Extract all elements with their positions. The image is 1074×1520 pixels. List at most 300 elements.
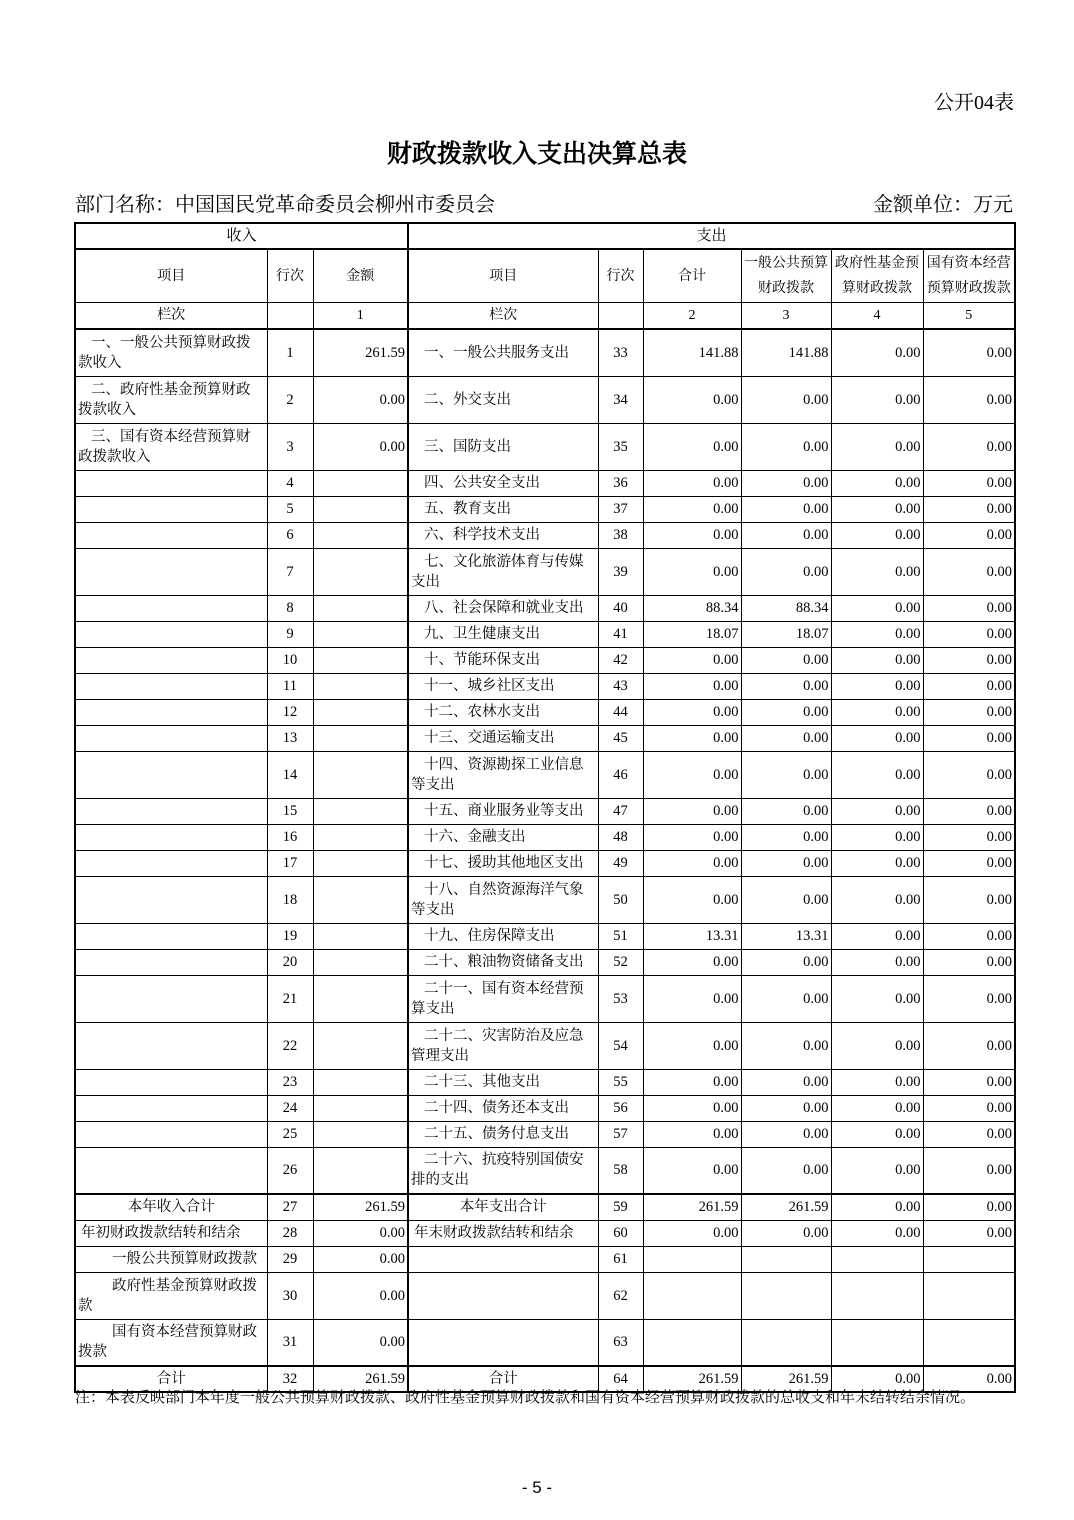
- income-item-cell: [75, 621, 267, 647]
- table-row: [75, 595, 1015, 621]
- expense-govfund-cell: [831, 1319, 923, 1366]
- table-row: [75, 725, 1015, 751]
- general-budget-column-header: 一般公共预算财政拨款: [741, 249, 831, 303]
- expense-line-cell: 43: [598, 673, 643, 699]
- expense-total-cell: 0.00: [643, 725, 741, 751]
- income-amount-cell: [313, 798, 408, 824]
- income-rank-line-blank: [267, 303, 313, 330]
- income-amount-cell: [313, 522, 408, 548]
- expense-govfund-cell: 0.00: [831, 751, 923, 798]
- income-line-cell: 22: [267, 1022, 313, 1069]
- expense-govfund-cell: 0.00: [831, 725, 923, 751]
- expense-govfund-cell: 0.00: [831, 1194, 923, 1220]
- income-item-cell: [75, 522, 267, 548]
- state-capital-column-header: 国有资本经营预算财政拨款: [923, 249, 1015, 303]
- expense-govfund-cell: 0.00: [831, 376, 923, 423]
- expense-total-cell: 0.00: [643, 975, 741, 1022]
- expense-line-cell: 58: [598, 1147, 643, 1194]
- income-amount-cell: [313, 751, 408, 798]
- expense-govfund-cell: 0.00: [831, 824, 923, 850]
- expense-statecap-cell: 0.00: [923, 923, 1015, 949]
- expense-statecap-cell: 0.00: [923, 798, 1015, 824]
- expense-line-cell: 48: [598, 824, 643, 850]
- expense-general-cell: 0.00: [741, 699, 831, 725]
- expense-govfund-cell: 0.00: [831, 949, 923, 975]
- expense-general-cell: 141.88: [741, 329, 831, 376]
- income-amount-cell: [313, 824, 408, 850]
- expense-total-header: 合计: [643, 249, 741, 303]
- expense-statecap-cell: 0.00: [923, 975, 1015, 1022]
- table-row: [75, 376, 1015, 423]
- department-name: 部门名称：中国国民党革命委员会柳州市委员会: [75, 194, 495, 216]
- income-line-cell: 3: [267, 423, 313, 470]
- income-line-cell: 18: [267, 876, 313, 923]
- expense-govfund-cell: 0.00: [831, 798, 923, 824]
- income-section-header: 收入: [75, 223, 408, 249]
- expense-line-cell: 42: [598, 647, 643, 673]
- income-line-cell: 1: [267, 329, 313, 376]
- income-line-cell: 23: [267, 1069, 313, 1095]
- table-row: [75, 548, 1015, 595]
- expense-line-header: 行次: [598, 249, 643, 303]
- rank-col-2: 2: [643, 303, 741, 330]
- income-line-cell: 4: [267, 470, 313, 496]
- form-number: 公开04表: [934, 92, 1014, 114]
- income-amount-cell: [313, 621, 408, 647]
- expense-govfund-cell: 0.00: [831, 699, 923, 725]
- rank-col-5: 5: [923, 303, 1015, 330]
- expense-statecap-cell: 0.00: [923, 673, 1015, 699]
- income-amount-cell: [313, 1121, 408, 1147]
- expense-total-cell: [643, 1319, 741, 1366]
- income-amount-cell: [313, 1095, 408, 1121]
- expense-line-cell: 41: [598, 621, 643, 647]
- expense-line-cell: 35: [598, 423, 643, 470]
- expense-item-cell: [408, 1272, 598, 1319]
- expense-total-cell: 261.59: [643, 1366, 741, 1392]
- expense-item-cell: 十四、资源勘探工业信息等支出: [408, 751, 598, 798]
- expense-total-cell: 0.00: [643, 1095, 741, 1121]
- income-item-cell: 三、国有资本经营预算财政拨款收入: [75, 423, 267, 470]
- expense-item-cell: 八、社会保障和就业支出: [408, 595, 598, 621]
- expense-govfund-cell: 0.00: [831, 647, 923, 673]
- income-amount-cell: [313, 850, 408, 876]
- expense-general-cell: 0.00: [741, 496, 831, 522]
- expense-item-cell: 十六、金融支出: [408, 824, 598, 850]
- expense-statecap-cell: 0.00: [923, 423, 1015, 470]
- expense-line-cell: 33: [598, 329, 643, 376]
- expense-govfund-cell: 0.00: [831, 876, 923, 923]
- table-row: [75, 751, 1015, 798]
- table-row: [75, 975, 1015, 1022]
- expense-item-cell: 三、国防支出: [408, 423, 598, 470]
- expense-item-cell: [408, 1246, 598, 1272]
- expense-total-cell: 0.00: [643, 673, 741, 699]
- income-amount-cell: 261.59: [313, 1366, 408, 1392]
- expense-total-cell: 0.00: [643, 1220, 741, 1246]
- expense-line-cell: 59: [598, 1194, 643, 1220]
- income-amount-cell: [313, 1069, 408, 1095]
- expense-item-cell: 十、节能环保支出: [408, 647, 598, 673]
- income-line-cell: 15: [267, 798, 313, 824]
- income-line-cell: 26: [267, 1147, 313, 1194]
- expense-line-cell: 46: [598, 751, 643, 798]
- expense-item-cell: 十七、援助其他地区支出: [408, 850, 598, 876]
- expense-statecap-cell: 0.00: [923, 595, 1015, 621]
- expense-statecap-cell: 0.00: [923, 548, 1015, 595]
- expense-item-cell: 合计: [408, 1366, 598, 1392]
- expense-total-cell: 141.88: [643, 329, 741, 376]
- expense-govfund-cell: [831, 1246, 923, 1272]
- expense-govfund-cell: 0.00: [831, 1121, 923, 1147]
- table-row: [75, 1246, 1015, 1272]
- rank-col-3: 3: [741, 303, 831, 330]
- table-row: [75, 673, 1015, 699]
- income-amount-cell: [313, 949, 408, 975]
- expense-item-cell: 二、外交支出: [408, 376, 598, 423]
- expense-govfund-cell: 0.00: [831, 329, 923, 376]
- expense-statecap-cell: 0.00: [923, 1366, 1015, 1392]
- expense-total-cell: 0.00: [643, 496, 741, 522]
- table-row: [75, 824, 1015, 850]
- income-amount-cell: [313, 725, 408, 751]
- expense-statecap-cell: 0.00: [923, 949, 1015, 975]
- expense-statecap-cell: [923, 1319, 1015, 1366]
- expense-rank-line-blank: [598, 303, 643, 330]
- expense-total-cell: 261.59: [643, 1194, 741, 1220]
- income-amount-cell: 0.00: [313, 1272, 408, 1319]
- expense-item-cell: 一、一般公共服务支出: [408, 329, 598, 376]
- expense-line-cell: 53: [598, 975, 643, 1022]
- expense-statecap-cell: [923, 1272, 1015, 1319]
- income-amount-cell: [313, 876, 408, 923]
- expense-general-cell: 0.00: [741, 1220, 831, 1246]
- income-amount-cell: [313, 673, 408, 699]
- income-line-header: 行次: [267, 249, 313, 303]
- expense-govfund-cell: 0.00: [831, 1069, 923, 1095]
- expense-total-cell: 0.00: [643, 423, 741, 470]
- expense-item-cell: 二十六、抗疫特别国债安排的支出: [408, 1147, 598, 1194]
- income-item-cell: [75, 496, 267, 522]
- expense-general-cell: 0.00: [741, 798, 831, 824]
- expense-total-cell: 0.00: [643, 470, 741, 496]
- expense-total-cell: 0.00: [643, 824, 741, 850]
- expense-line-cell: 34: [598, 376, 643, 423]
- expense-statecap-cell: 0.00: [923, 1121, 1015, 1147]
- expense-item-cell: 二十五、债务付息支出: [408, 1121, 598, 1147]
- expense-line-cell: 40: [598, 595, 643, 621]
- expense-total-cell: 0.00: [643, 647, 741, 673]
- expense-line-cell: 44: [598, 699, 643, 725]
- expense-general-cell: 261.59: [741, 1366, 831, 1392]
- expense-statecap-cell: 0.00: [923, 647, 1015, 673]
- expense-item-cell: 二十一、国有资本经营预算支出: [408, 975, 598, 1022]
- table-row: [75, 423, 1015, 470]
- income-item-cell: [75, 1121, 267, 1147]
- section-header-row: [75, 223, 1015, 249]
- expense-total-cell: 13.31: [643, 923, 741, 949]
- expense-general-cell: 0.00: [741, 423, 831, 470]
- expense-govfund-cell: 0.00: [831, 1147, 923, 1194]
- expense-total-cell: 0.00: [643, 751, 741, 798]
- expense-line-cell: 39: [598, 548, 643, 595]
- income-line-cell: 12: [267, 699, 313, 725]
- expense-general-cell: 0.00: [741, 376, 831, 423]
- income-line-cell: 25: [267, 1121, 313, 1147]
- expense-govfund-cell: 0.00: [831, 923, 923, 949]
- table-row: [75, 1022, 1015, 1069]
- income-line-cell: 5: [267, 496, 313, 522]
- expense-item-cell: 四、公共安全支出: [408, 470, 598, 496]
- expense-item-cell: 年末财政拨款结转和结余: [408, 1220, 598, 1246]
- expense-item-cell: 十三、交通运输支出: [408, 725, 598, 751]
- income-amount-cell: 0.00: [313, 1220, 408, 1246]
- table-row: [75, 1121, 1015, 1147]
- table-row: [75, 470, 1015, 496]
- expense-general-cell: 0.00: [741, 1022, 831, 1069]
- expense-item-cell: 十一、城乡社区支出: [408, 673, 598, 699]
- expense-govfund-cell: 0.00: [831, 1095, 923, 1121]
- expense-line-cell: 50: [598, 876, 643, 923]
- expense-govfund-cell: 0.00: [831, 621, 923, 647]
- expense-statecap-cell: 0.00: [923, 824, 1015, 850]
- income-amount-cell: [313, 496, 408, 522]
- expense-total-cell: 18.07: [643, 621, 741, 647]
- income-item-cell: [75, 595, 267, 621]
- expense-line-cell: 60: [598, 1220, 643, 1246]
- expense-total-cell: 0.00: [643, 850, 741, 876]
- income-item-cell: [75, 975, 267, 1022]
- income-item-cell: [75, 824, 267, 850]
- expense-govfund-cell: [831, 1272, 923, 1319]
- expense-statecap-cell: 0.00: [923, 1147, 1015, 1194]
- expense-general-cell: 0.00: [741, 850, 831, 876]
- expense-statecap-cell: [923, 1246, 1015, 1272]
- income-item-cell: [75, 548, 267, 595]
- income-item-cell: [75, 470, 267, 496]
- expense-statecap-cell: 0.00: [923, 496, 1015, 522]
- expense-item-cell: 十二、农林水支出: [408, 699, 598, 725]
- expense-statecap-cell: 0.00: [923, 850, 1015, 876]
- expense-total-cell: 0.00: [643, 376, 741, 423]
- expense-line-cell: 37: [598, 496, 643, 522]
- expense-govfund-cell: 0.00: [831, 850, 923, 876]
- income-line-cell: 8: [267, 595, 313, 621]
- income-item-cell: [75, 1147, 267, 1194]
- expense-general-cell: 18.07: [741, 621, 831, 647]
- expense-general-cell: 88.34: [741, 595, 831, 621]
- expense-govfund-cell: 0.00: [831, 595, 923, 621]
- income-item-cell: 国有资本经营预算财政拨款: [75, 1319, 267, 1366]
- income-item-cell: 二、政府性基金预算财政拨款收入: [75, 376, 267, 423]
- expense-govfund-cell: 0.00: [831, 673, 923, 699]
- income-item-cell: 一、一般公共预算财政拨款收入: [75, 329, 267, 376]
- income-item-cell: [75, 1022, 267, 1069]
- table-note: 注：本表反映部门本年度一般公共预算财政拨款、政府性基金预算财政拨款和国有资本经营预算财政拨款的总收支和年末结转结余情况。: [75, 1390, 976, 1406]
- income-line-cell: 16: [267, 824, 313, 850]
- expense-general-cell: 0.00: [741, 824, 831, 850]
- expense-general-cell: 0.00: [741, 1095, 831, 1121]
- income-line-cell: 17: [267, 850, 313, 876]
- income-item-cell: 年初财政拨款结转和结余: [75, 1220, 267, 1246]
- income-item-cell: [75, 923, 267, 949]
- expense-statecap-cell: 0.00: [923, 1220, 1015, 1246]
- table-row: [75, 1069, 1015, 1095]
- income-line-cell: 14: [267, 751, 313, 798]
- income-amount-cell: [313, 1022, 408, 1069]
- table-row: [75, 850, 1015, 876]
- expense-item-cell: 十八、自然资源海洋气象等支出: [408, 876, 598, 923]
- expense-statecap-cell: 0.00: [923, 1194, 1015, 1220]
- expense-line-cell: 38: [598, 522, 643, 548]
- income-amount-cell: [313, 595, 408, 621]
- page-title: 财政拨款收入支出决算总表: [386, 141, 687, 168]
- table-row: [75, 647, 1015, 673]
- income-line-cell: 10: [267, 647, 313, 673]
- income-line-cell: 19: [267, 923, 313, 949]
- amount-unit: 金额单位：万元: [873, 194, 1013, 216]
- expense-line-cell: 55: [598, 1069, 643, 1095]
- expense-line-cell: 45: [598, 725, 643, 751]
- expense-item-cell: 二十三、其他支出: [408, 1069, 598, 1095]
- expense-total-cell: 0.00: [643, 1069, 741, 1095]
- expense-line-cell: 54: [598, 1022, 643, 1069]
- income-amount-cell: [313, 470, 408, 496]
- income-item-cell: 本年收入合计: [75, 1194, 267, 1220]
- income-item-cell: [75, 647, 267, 673]
- income-line-cell: 31: [267, 1319, 313, 1366]
- expense-item-cell: 九、卫生健康支出: [408, 621, 598, 647]
- expense-general-cell: 0.00: [741, 1121, 831, 1147]
- expense-item-cell: [408, 1319, 598, 1366]
- expense-statecap-cell: 0.00: [923, 522, 1015, 548]
- expense-general-cell: 0.00: [741, 548, 831, 595]
- expense-statecap-cell: 0.00: [923, 329, 1015, 376]
- expense-line-cell: 63: [598, 1319, 643, 1366]
- income-line-cell: 24: [267, 1095, 313, 1121]
- income-amount-cell: [313, 975, 408, 1022]
- rank-row: [75, 303, 1015, 330]
- expense-total-cell: 0.00: [643, 548, 741, 595]
- table-row: [75, 1319, 1015, 1366]
- expense-statecap-cell: 0.00: [923, 699, 1015, 725]
- expense-govfund-cell: 0.00: [831, 1366, 923, 1392]
- table-row: [75, 876, 1015, 923]
- income-line-cell: 2: [267, 376, 313, 423]
- expense-govfund-cell: 0.00: [831, 975, 923, 1022]
- page-number: - 5 -: [521, 1478, 553, 1497]
- income-line-cell: 27: [267, 1194, 313, 1220]
- income-line-cell: 20: [267, 949, 313, 975]
- table-row: [75, 621, 1015, 647]
- expense-line-cell: 62: [598, 1272, 643, 1319]
- expense-line-cell: 47: [598, 798, 643, 824]
- expense-statecap-cell: 0.00: [923, 1069, 1015, 1095]
- income-line-cell: 13: [267, 725, 313, 751]
- expense-line-cell: 57: [598, 1121, 643, 1147]
- expense-total-cell: 0.00: [643, 876, 741, 923]
- expense-govfund-cell: 0.00: [831, 423, 923, 470]
- expense-line-cell: 52: [598, 949, 643, 975]
- income-amount-cell: [313, 923, 408, 949]
- expense-general-cell: [741, 1319, 831, 1366]
- expense-govfund-cell: 0.00: [831, 1220, 923, 1246]
- income-item-cell: [75, 699, 267, 725]
- income-item-cell: [75, 751, 267, 798]
- table-row: [75, 1147, 1015, 1194]
- expense-general-cell: 0.00: [741, 647, 831, 673]
- table-row: [75, 522, 1015, 548]
- expense-total-cell: 0.00: [643, 949, 741, 975]
- expense-general-cell: [741, 1246, 831, 1272]
- table-row: [75, 1194, 1015, 1220]
- table-row: [75, 1220, 1015, 1246]
- expense-statecap-cell: 0.00: [923, 1022, 1015, 1069]
- income-amount-cell: 261.59: [313, 1194, 408, 1220]
- income-amount-cell: 0.00: [313, 1319, 408, 1366]
- table-row: [75, 496, 1015, 522]
- income-item-header: 项目: [75, 249, 267, 303]
- expense-line-cell: 61: [598, 1246, 643, 1272]
- expense-item-cell: 二十四、债务还本支出: [408, 1095, 598, 1121]
- expense-item-cell: 二十二、灾害防治及应急管理支出: [408, 1022, 598, 1069]
- income-item-cell: [75, 949, 267, 975]
- expense-item-cell: 七、文化旅游体育与传媒支出: [408, 548, 598, 595]
- income-item-cell: [75, 1069, 267, 1095]
- rank-col-1: 1: [313, 303, 408, 330]
- expense-total-cell: 0.00: [643, 699, 741, 725]
- meta-row: [75, 188, 1013, 217]
- income-amount-cell: [313, 548, 408, 595]
- expense-total-cell: 0.00: [643, 1022, 741, 1069]
- income-item-cell: [75, 725, 267, 751]
- expense-general-cell: 0.00: [741, 1147, 831, 1194]
- income-amount-cell: 261.59: [313, 329, 408, 376]
- income-line-cell: 11: [267, 673, 313, 699]
- expense-general-cell: 0.00: [741, 522, 831, 548]
- table-row: [75, 949, 1015, 975]
- expense-govfund-cell: 0.00: [831, 470, 923, 496]
- income-amount-cell: 0.00: [313, 423, 408, 470]
- income-rank-label: 栏次: [75, 303, 267, 330]
- expense-total-cell: [643, 1246, 741, 1272]
- income-item-cell: [75, 876, 267, 923]
- income-line-cell: 29: [267, 1246, 313, 1272]
- expense-total-cell: [643, 1272, 741, 1319]
- table-row: [75, 798, 1015, 824]
- expense-section-header: 支出: [408, 223, 1015, 249]
- expense-line-cell: 51: [598, 923, 643, 949]
- income-line-cell: 9: [267, 621, 313, 647]
- income-item-cell: [75, 850, 267, 876]
- expense-general-cell: 13.31: [741, 923, 831, 949]
- expense-general-cell: 0.00: [741, 1069, 831, 1095]
- table-row: [75, 1272, 1015, 1319]
- income-amount-header: 金额: [313, 249, 408, 303]
- expense-statecap-cell: 0.00: [923, 470, 1015, 496]
- income-line-cell: 21: [267, 975, 313, 1022]
- fiscal-summary-table: [74, 222, 1016, 1393]
- rank-col-4: 4: [831, 303, 923, 330]
- expense-govfund-cell: 0.00: [831, 496, 923, 522]
- income-line-cell: 6: [267, 522, 313, 548]
- expense-line-cell: 36: [598, 470, 643, 496]
- expense-govfund-cell: 0.00: [831, 1022, 923, 1069]
- table-row: [75, 329, 1015, 376]
- expense-line-cell: 49: [598, 850, 643, 876]
- expense-total-cell: 0.00: [643, 798, 741, 824]
- income-item-cell: [75, 1095, 267, 1121]
